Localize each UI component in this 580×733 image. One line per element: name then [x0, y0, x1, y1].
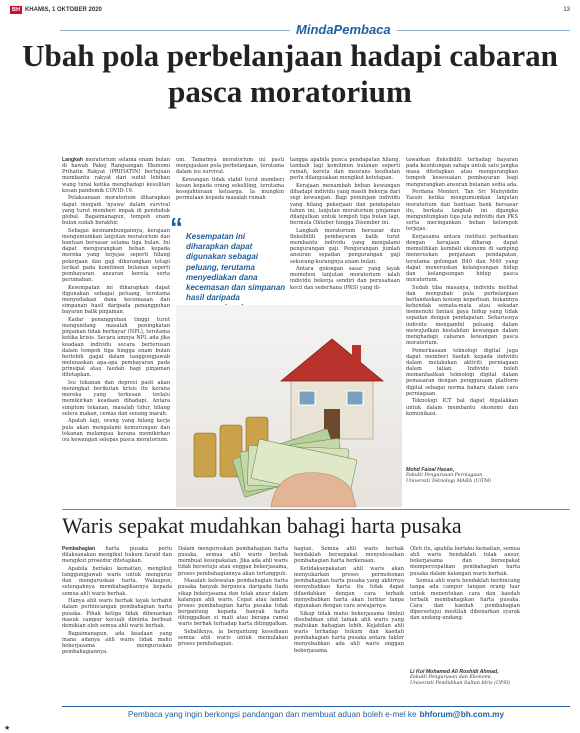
lead-word: Langkah: [62, 157, 83, 163]
paragraph: Teknologi ICT hal dapat digalakkan untuk dalam membantu ekonomi dan komunikasi.: [406, 398, 518, 417]
article2-column-3: [294, 546, 404, 700]
page-header: [10, 4, 570, 16]
paragraph: Bagaimanapun, ada keadaan yang mana adanya ahli waris tidak mahu bekerjasama menguruskan pembahagiannya.: [62, 630, 172, 655]
article2-column-4: [410, 546, 520, 664]
paragraph: Kesempatan ini diharapkan dapat digunakan sebagai peluang, terutama menyediakan dana kecemasan dan simpanan hasil daripada penangguhan bayaran balik pinjaman.: [62, 284, 170, 316]
article1-author: [406, 467, 526, 485]
paragraph: Semua ahli waris hendaklah berbincang tanpa ada campur tangan orang luar untuk menentukan cara dan kaedah terbaik membahagikan harta pusaka. Cara dan kaedah pembahagian dipersetujui mestilah dibenarkan syarak dan undang-undang.: [410, 578, 520, 622]
paragraph: Kerajaan menambah beban kewangan dihadapi individu yang masih bekerja dari segi kewangan. Bagi peminjam individu yang hilang pekerjaan dan pendapatan tahun ini, lanjutan moratorium pinjaman dilanjutkan untuk tempoh tiga bulan lagi, bermula Oktober hingga Disember ini.: [290, 183, 400, 227]
paragraph: Kerjasama antara institusi perbankan dengan kerajaan diharap dapat memulihkan kembali ekonomi di samping meneruskan penjanaan pendapatan, terutama golongan B40 dan M40 yang dapat meneruskan kelangsungan hidup dan kelangsungan hidup pasca moratorium.: [406, 233, 518, 283]
paragraph-text: moratorium selama enam bulan di bawah Pakej Rangsangan Ekonomi Prihatin Rakyat (PRIHATIN) bertujuan membantu rakyat dari sudut lebihan wang tunai ketika menghadapi kesulitan kesan pandemik COVID-19.: [62, 157, 170, 194]
paragraph: Sebagai kesinambungannya, kerajaan mengumumkan lanjutan moratorium dan bantuan bersasar selama tiga bulan. Ini dapat mengurangkan beban kepada mereka yang terjejas seperti hilang pekerjaan dan gaji dikurangkan tetapi terikat pada komitmen bulanan seperti pembayaran ansuran kereta serta perumahan.: [62, 227, 170, 283]
article-divider: [62, 509, 570, 510]
paragraph: Apatah lagi, orang yang hilang kerja pula akan mengalami kemurungan dan tekanan melampau kerana memikirkan isu kewangan selepas pasca moratorium.: [62, 418, 170, 443]
secondary-headline: Waris sepakat mudahkan bahagi harta pusaka: [62, 513, 462, 538]
paragraph: Kadar penangguhan tinggi turut mengundang masalah peningkatan pinjaman tidak berbayar (NPL), terutama ketika krisis. Secara amnya NPL ada jika keadaan individu secara berterusan dalam tempoh tiga hingga enam bulan berlebih gagal dalam tanggungjawab melunaskan apa-apa pembayaran pada prinsipal atau faedah bagi pinjaman ditetapkan.: [62, 316, 170, 379]
section-label: MindaPembaca: [290, 22, 397, 37]
article2-author: [410, 669, 530, 687]
pull-quote-text: Kesempatan ini diharapkan dapat digunakan sebagai peluang, terutama menyediakan dana kecemasan dan simpanan hasil daripada: [186, 232, 286, 303]
footer-text: Pembaca yang ingin berkongsi pandangan dan membuat aduan boleh e-mel ke: [128, 709, 417, 719]
article1-column-4: [406, 157, 518, 417]
section-banner: [60, 22, 570, 38]
author-name: Li Kol Mohamed Ali Roshidi Ahmad,: [410, 669, 499, 675]
paragraph: Pelaksanaan moratorium diharapkan dapat menjadi 'nyawa' dalam survival yang turut memberi impak di penduduk global. Bagaimanapun, tempoh enam bulan sudah berakhir.: [62, 195, 170, 227]
article2-column-1: [62, 546, 172, 700]
paragraph: um. Tamatnya moratorium ini pasti menjejaskan pola perbelanjaan, terutama dalam isu survival.: [176, 157, 284, 176]
paragraph: Kewangan tidak stabil turut memberi kesan kepada orang sekeliling, terutama kesejahteraan keluarga. Ia mungkin permulaan kepada masalah rumah: [176, 176, 284, 202]
paragraph: Perdana Menteri, Tan Sri Muhyiddin Yassin ketika mengumumkan lanjutan moratorium dan bantuan bank bersasar itu, berkata langkah ini dijangka menguntungkan tiga juta individu dan PKS serta meringankan beban kelompok terjejas.: [406, 189, 518, 233]
footer-contact-bar: [62, 706, 570, 721]
paragraph: Isu tekanan dan depresi pasti akan meningkat berikutan krisis itu kerana mereka yang terkesan terlalu memikirkan keadaan dihadapi. Antara simptom tekanan, masalah tidur, hilang selera makan, cemas dan senang marah.: [62, 379, 170, 417]
paragraph: hagian. Semua ahli waris berhak hendaklah bersepakat menyelesaikan pembahagian harta berkenaan.: [294, 546, 404, 565]
author-affiliation: Fakulti Pengurusan dan Ekonomi,: [410, 675, 493, 680]
lead-word: Pembahagian: [62, 546, 96, 552]
paragraph: Dalam menguruskan pembahagian harta pusaka, semua ahli waris berhak membuat kesepakatan. Jika ada ahli waris tidak bersetuju atau enggan bekerjasama, proses pembahagiannya akan tertangguh.: [178, 546, 288, 577]
paragraph: Hanya ahli waris berhak layak terbabit dalam perbincangan pembahagian harta pusaka. Pihak ketiga tidak dibenarkan masuk campur kecuali diminta berbuat demikian oleh semua ahli waris berhak.: [62, 598, 172, 629]
paragraph: Apabila berlaku kematian, mengikut tanggungjawab waris untuk mengurus dan menguruskan harta. Walaupun, setengahnya membahagikannya kepada semua ahli waris berhak.: [62, 565, 172, 597]
footer-email-link[interactable]: bhforum@bh.com.my: [419, 709, 504, 719]
paragraph: [62, 157, 170, 194]
bh-logo: BH: [12, 7, 20, 13]
paragraph: Oleh itu, apabila berlaku kematian, semua ahli waris hendaklah tolak ansur, bekerjasama dan bersepakat mempercepatkan pembahagian harta pusaka dalam kalangan waris berhak.: [410, 546, 520, 577]
author-name: Mohd Faizal Hasan,: [406, 467, 455, 473]
paragraph: Antara golongan sasar yang layak memohon lanjutan moratorium ialah individu bekerja sendiri dan perusahaan kecil dan sederhana (PKS) yang di-: [290, 266, 400, 291]
star-icon: ★: [4, 724, 11, 732]
paragraph: Sikap tidak mahu bekerjasama timbul disebabkan sifat tamak ahli waris yang mahukan bahagian lebih. Kejahilan ahli waris terhadap hukum dan kaedah pembahagian harta pusaka antara faktor menyebabkan ada ahli waris enggan bekerjasama.: [294, 610, 404, 654]
paragraph: Langkah moratorium bersasar dan fleksibiliti pembayaran balik turut membantu individu yang mengalami pengurangan gaji. Pengurangan jumlah ansuran sepadan pengurangan gaji sekurang-kurangnya enam bulan.: [290, 227, 400, 265]
author-affiliation: Universiti Pendidikan Sultan Idris (UPSI): [410, 681, 511, 686]
article2-column-2: [178, 546, 288, 700]
paragraph: Sebaliknya, ia bergantung kesediaan semua ahli waris untuk memulakan proses pembahagian.: [178, 629, 288, 648]
author-affiliation: Universiti Teknologi MARA (UiTM): [406, 479, 491, 484]
paragraph: Ketidaksepakatan ahli waris akan menyukarkan proses permohonan pembahagian harta pusaka yang akhirnya menyebabkan harta itu tidak dapat difaedahkan dengan cara terbaik menyebabkan harta akan terbiar tanpa digunakan dengan cara sewajarnya.: [294, 565, 404, 609]
paragraph: Masalah kelewatan pembahagian harta pusaka banyak berpunca daripada tiada sikap bekerjasama dan tolak ansur dalam kalangan ahli waris. Cepat atau lambat proses pembahagian harta pusaka tidak bergantung kepada banyak harta ditinggalkan si mati atau berapa ramai waris berhak terhadap harta ditinggalkan.: [178, 578, 288, 628]
article1-column-2: [176, 157, 284, 229]
quote-mark-icon: “: [170, 212, 183, 242]
main-headline: Ubah pola perbelanjaan hadapi cabaran pasca moratorium: [22, 38, 558, 109]
paragraph: tawarkan fleksibiliti terhadap bayaran pada keuntungan sahaja untuk satu jangka masa ditetapkan atau mengurangkan tempoh kesesuaian pembayaran bagi mengurangkan ansuran bulanan sedia ada.: [406, 157, 518, 188]
page-number: 13: [563, 7, 570, 13]
paragraph: [62, 546, 172, 564]
article1-column-1: [62, 157, 170, 503]
house-money-photo: [176, 305, 402, 507]
paragraph: Sudah tiba masanya, individu melihat dan mengubah pola perbelanjaan berlandaskan konsep keperluan, bukannya kehendak semata-mata atau sekadar memenuhi fantasi gaya hidup yang tidak sepadan dengan pendapatan. Seharusnya individu mengambil peluang dalam mewujudkan kestabilan kewangan dalam menghadapi cabaran kewangan pasca moratorium.: [406, 284, 518, 347]
paragraph-text: harta pusaka perlu dilaksanakan mengikut hukum faraid dan mengikut prosedur ditetapkan.: [62, 546, 172, 565]
issue-date: KHAMIS, 1 OKTOBER 2020: [24, 7, 102, 13]
paragraph: tangga apabila punca pendapatan hilang, tambah lagi komitmen bulanan seperti rumah, kereta dan insurans kesihatan perlu dilangsaikan mengikut ketetapan.: [290, 157, 400, 182]
author-affiliation: Fakulti Pengurusan Perniagaan,: [406, 473, 484, 478]
paragraph: Pemerkasaan teknologi digital juga dapat memberi faedah kepada individu dalam melakukan aktiviti perniagaan dalam talian. Individu boleh memanfaatkan teknologi digital dalam pemasaran dengan penggunaan platform digital sebagai norma baharu dalam cara perniagaan.: [406, 347, 518, 397]
